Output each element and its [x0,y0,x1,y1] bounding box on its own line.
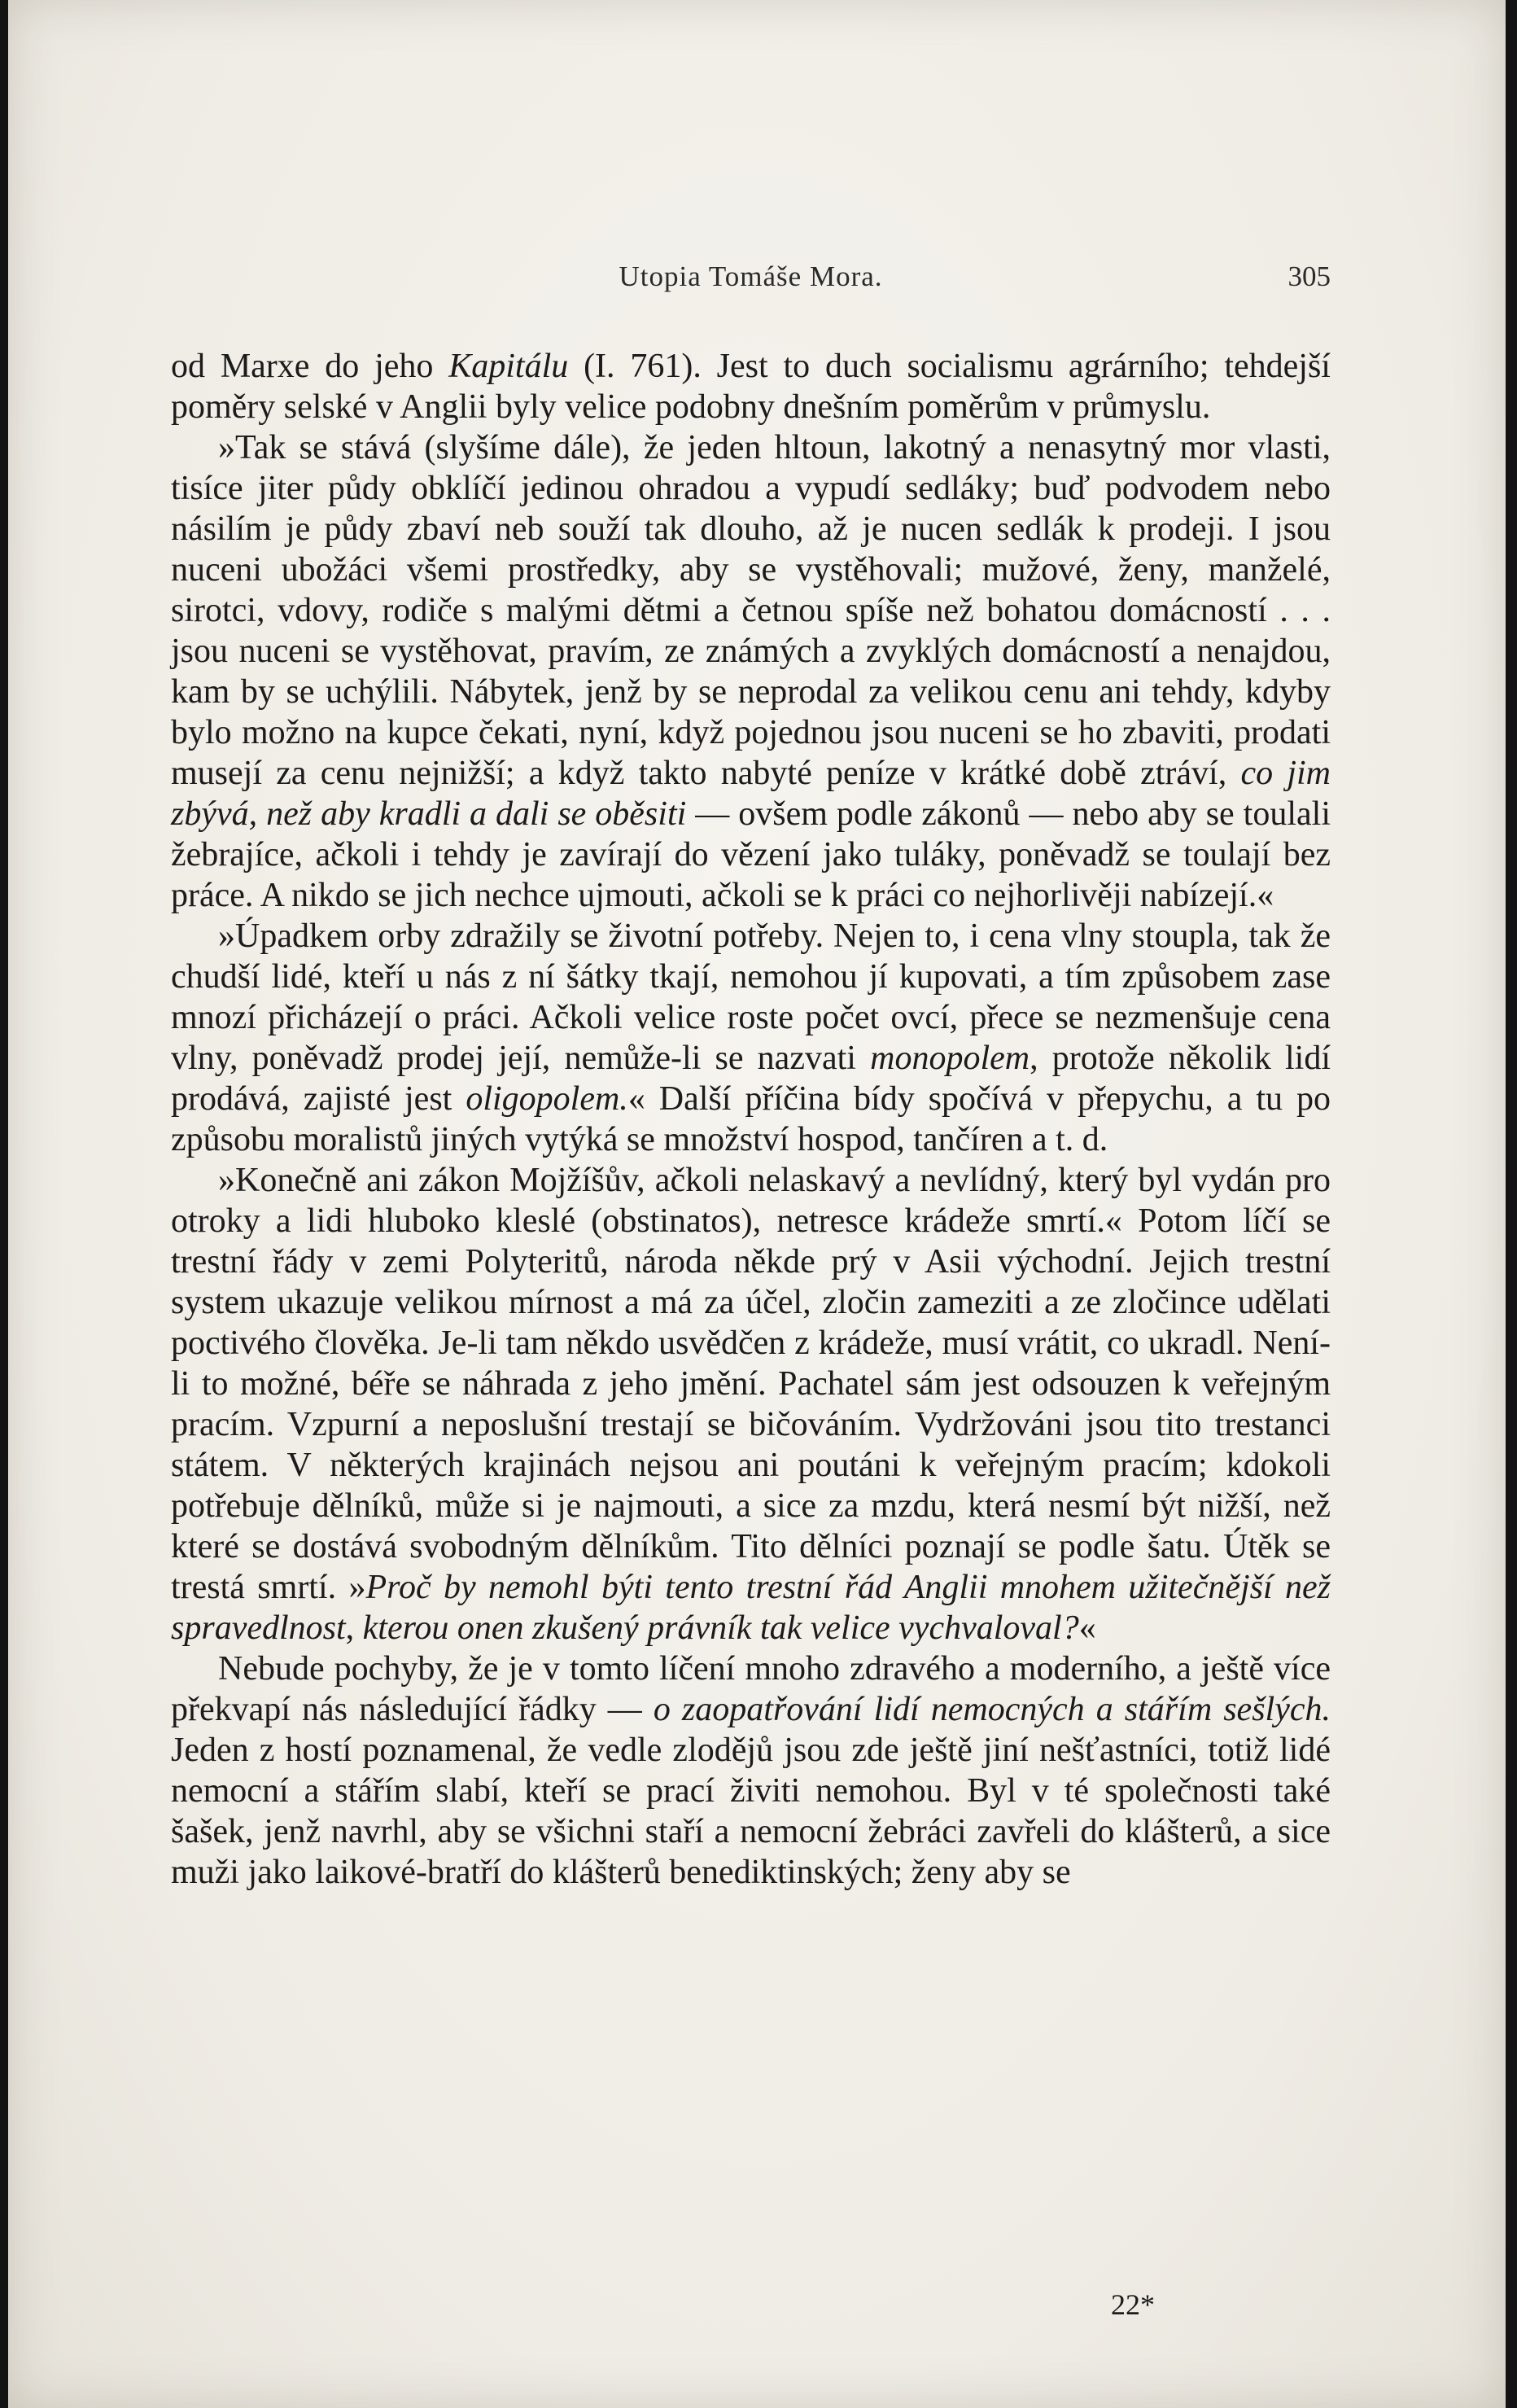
italic-text: o zaopatřování lidí nemocných a stářím sešlých. [653,1691,1331,1728]
text-run: »Úpadkem orby zdražily se životní potřeby. Nejen to, i cena vlny stoupla, tak že chudší lidé, kteří u nás z ní šátky tkají, nemohou jí kupovati, a tím způsobem zase mnozí přicházejí o práci. Ačkoli velice roste počet ovcí, přece se nezmenšuje cena vlny, poněvadž prodej její, nemůže-li se nazvati [171,917,1331,1077]
paragraph [171,916,1331,1160]
page-number: 305 [1287,261,1331,292]
running-title: Utopia Tomáše Mora. [619,261,883,292]
text-run: »Tak se stává (slyšíme dále), že jeden hltoun, lakotný a nenasytný mor vlasti, tisíce jiter půdy obklíčí jedinou ohradou a vypudí sedláky; buď podvodem nebo násilím je půdy zbaví neb souží tak dlouho, až je nucen sedlák k prodeji. I jsou nuceni ubožáci všemi prostředky, aby se vystěhovali; mužové, ženy, manželé, sirotci, vdovy, rodiče s malými dětmi a četnou spíše než bohatou domácností . . . jsou nuceni se vystěhovat, pravím, ze známých a zvyklých domácností a nenajdou, kam by se uchýlili. Nábytek, jenž by se neprodal za velikou cenu ani tehdy, kdyby bylo možno na kupce čekati, nyní, když pojednou jsou nuceni se ho zbaviti, prodati musejí za cenu nejnižší; a když takto nabyté peníze v krátké době ztráví, [171,429,1331,792]
paragraph [171,427,1331,916]
italic-text: Proč by nemohl býti tento trestní řád Anglii mnohem užitečnější než spravedlnost [171,1569,1331,1647]
italic-text: Kapitálu [448,348,569,385]
paragraph [171,1648,1331,1893]
paragraph [171,1160,1331,1648]
italic-text: co jim zbývá, než aby kradli a dali se oběsiti [171,755,1331,833]
paragraph [171,346,1331,427]
italic-text: kterou onen zkušený právník tak velice vychvaloval? [362,1609,1079,1647]
text-run: Nebude pochyby, že je v tomto líčení mnoho zdravého a moderního, a ještě více překvapí nás následující řádky — [171,1650,1331,1728]
italic-text: oligopolem. [466,1080,628,1118]
text-run: »Konečně ani zákon Mojžíšův, ačkoli nelaskavý a nevlídný, který byl vydán pro otroky a lidi hluboko kleslé (obstinatos), netresce krádeže smrtí.« Potom líčí se trestní řády v zemi Polyteritů, národa někde prý v Asii východní. Jejich trestní system ukazuje velikou mírnost a má za účel, zločin zameziti a ze zločince udělati poctivého člověka. Je-li tam někdo usvědčen z krádeže, musí vrátit, co ukradl. Není-li to možné, béře se náhrada z jeho jmění. Pachatel sám jest odsouzen k veřejným pracím. Vzpurní a neposlušní trestají se bičováním. Vydržováni jsou tito trestanci státem. V některých krajinách nejsou ani poutáni k veřejným pracím; kdokoli potřebuje dělníků, může si je najmouti, a sice za mzdu, která nesmí být nižší, než které se dostává svobodným dělníkům. Tito dělníci poznají se podle šatu. Útěk se trestá smrtí. » [171,1162,1331,1606]
text-run: — ovšem podle zákonů — nebo aby se toulali žebrajíce, ačkoli i tehdy je zavírají do vězení jako tuláky, poněvadž se toulají bez práce. A nikdo se jich nechce ujmouti, ačkoli se k práci co nejhorlivěji nabízejí.« [171,795,1331,914]
text-run: « Další příčina bídy spočívá v přepychu, a tu po způsobu moralistů jiných vytýká se množství hospod, tančíren a t. d. [171,1080,1331,1158]
text-run: od Marxe do jeho [171,348,449,385]
page-header [171,261,1331,309]
printer-signature: 22* [1111,2288,1155,2321]
text-run: Jeden z hostí poznamenal, že vedle zlodějů jsou zde ještě jiní nešťastníci, totiž lidé nemocní a stářím slabí, kteří se prací živiti nemohou. Byl v té společnosti také šašek, jenž navrhl, aby se všichni staří a nemocní žebráci zavřeli do klášterů, a sice muži jako laikové-bratří do klášterů benediktinských; ženy aby se [171,1732,1331,1891]
text-run: « [1078,1609,1096,1647]
body-text [171,346,1331,1893]
text-run: , protože několik lidí prodává, zajisté jest [171,1040,1331,1118]
book-page [8,0,1506,2408]
italic-text: monopolem [870,1040,1030,1077]
text-run: , [345,1609,363,1647]
text-run: (I. 761). Jest to duch socialismu agrárního; tehdejší poměry selské v Anglii byly velice podobny dnešním poměrům v průmyslu. [171,348,1331,426]
